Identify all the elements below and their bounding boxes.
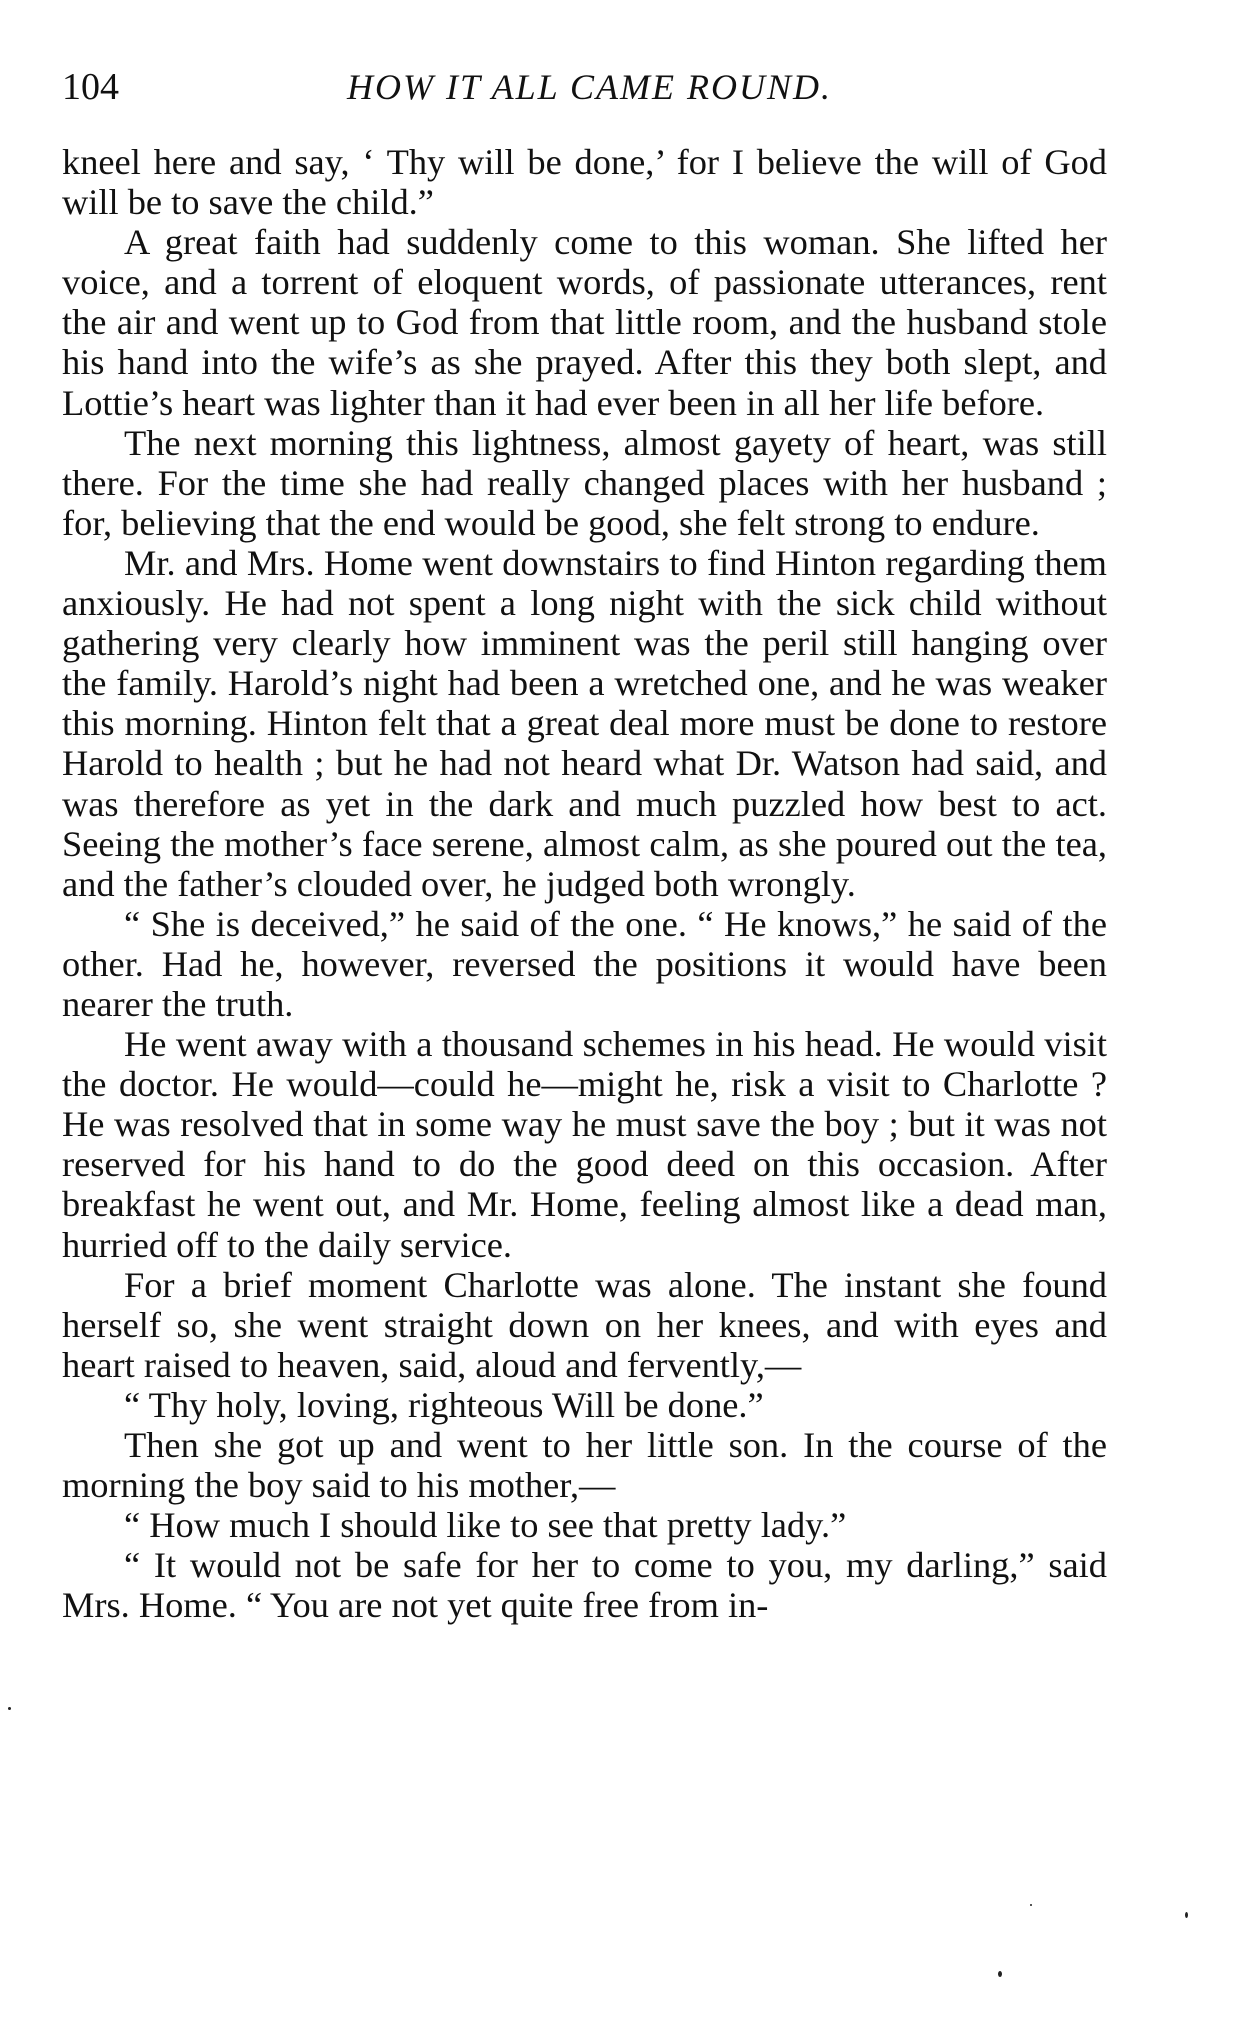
- paragraph: He went away with a thousand schemes in his head. He would visit the doctor. He would—could he—might he, risk a visit to Charlotte ? He was resolved that in some way he must save the boy ; but it was not reserved for his hand to do the good deed on this occasion. After breakfast he went out, and Mr. Home, feeling almost like a dead man, hurried off to the daily service.: [62, 1024, 1107, 1265]
- print-speck: [1185, 1912, 1188, 1918]
- paragraph: “ Thy holy, loving, righteous Will be done.”: [124, 1384, 764, 1425]
- paragraph: “ How much I should like to see that pretty lady.”: [124, 1505, 847, 1546]
- running-title: HOW IT ALL CAME ROUND.: [346, 67, 833, 107]
- paragraph: kneel here and say, ‘ Thy will be done,’ for I believe the will of God will be to save the child.”: [62, 142, 1107, 223]
- page-number: 104: [62, 66, 119, 108]
- print-speck: [1030, 1904, 1032, 1906]
- print-speck: [8, 1707, 11, 1710]
- paragraph: “ It would not be safe for her to come to you, my darling,” said Mrs. Home. “ You are not yet quite free from in-: [62, 1545, 1107, 1626]
- body-text: [62, 142, 1107, 1625]
- paragraph: “ She is deceived,” he said of the one. “ He knows,” he said of the other. Had he, however, reversed the positions it would have been nearer the truth.: [62, 903, 1107, 1024]
- paragraph: For a brief moment Charlotte was alone. The instant she found herself so, she went straight down on her knees, and with eyes and heart raised to heaven, said, aloud and fervently,—: [62, 1264, 1107, 1385]
- print-speck: [998, 1971, 1002, 1977]
- paragraph: Then she got up and went to her little son. In the course of the morning the boy said to his mother,—: [62, 1425, 1107, 1506]
- page-header: [62, 62, 1117, 112]
- paragraph: The next morning this lightness, almost gayety of heart, was still there. For the time she had really changed places with her husband ; for, believing that the end would be good, she felt strong to endure.: [62, 422, 1107, 543]
- paragraph: A great faith had suddenly come to this woman. She lifted her voice, and a torrent of eloquent words, of passionate utterances, rent the air and went up to God from that little room, and the husband stole his hand into the wife’s as she prayed. After this they both slept, and Lottie’s heart was lighter than it had ever been in all her life before.: [62, 222, 1107, 423]
- paragraph: Mr. and Mrs. Home went downstairs to find Hinton regarding them anxiously. He had not spent a long night with the sick child without gathering very clearly how imminent was the peril still hanging over the family. Harold’s night had been a wretched one, and he was weaker this morning. Hinton felt that a great deal more must be done to restore Harold to health ; but he had not heard what Dr. Watson had said, and was therefore as yet in the dark and much puzzled how best to act. Seeing the mother’s face serene, almost calm, as she poured out the tea, and the father’s clouded over, he judged both wrongly.: [62, 542, 1107, 904]
